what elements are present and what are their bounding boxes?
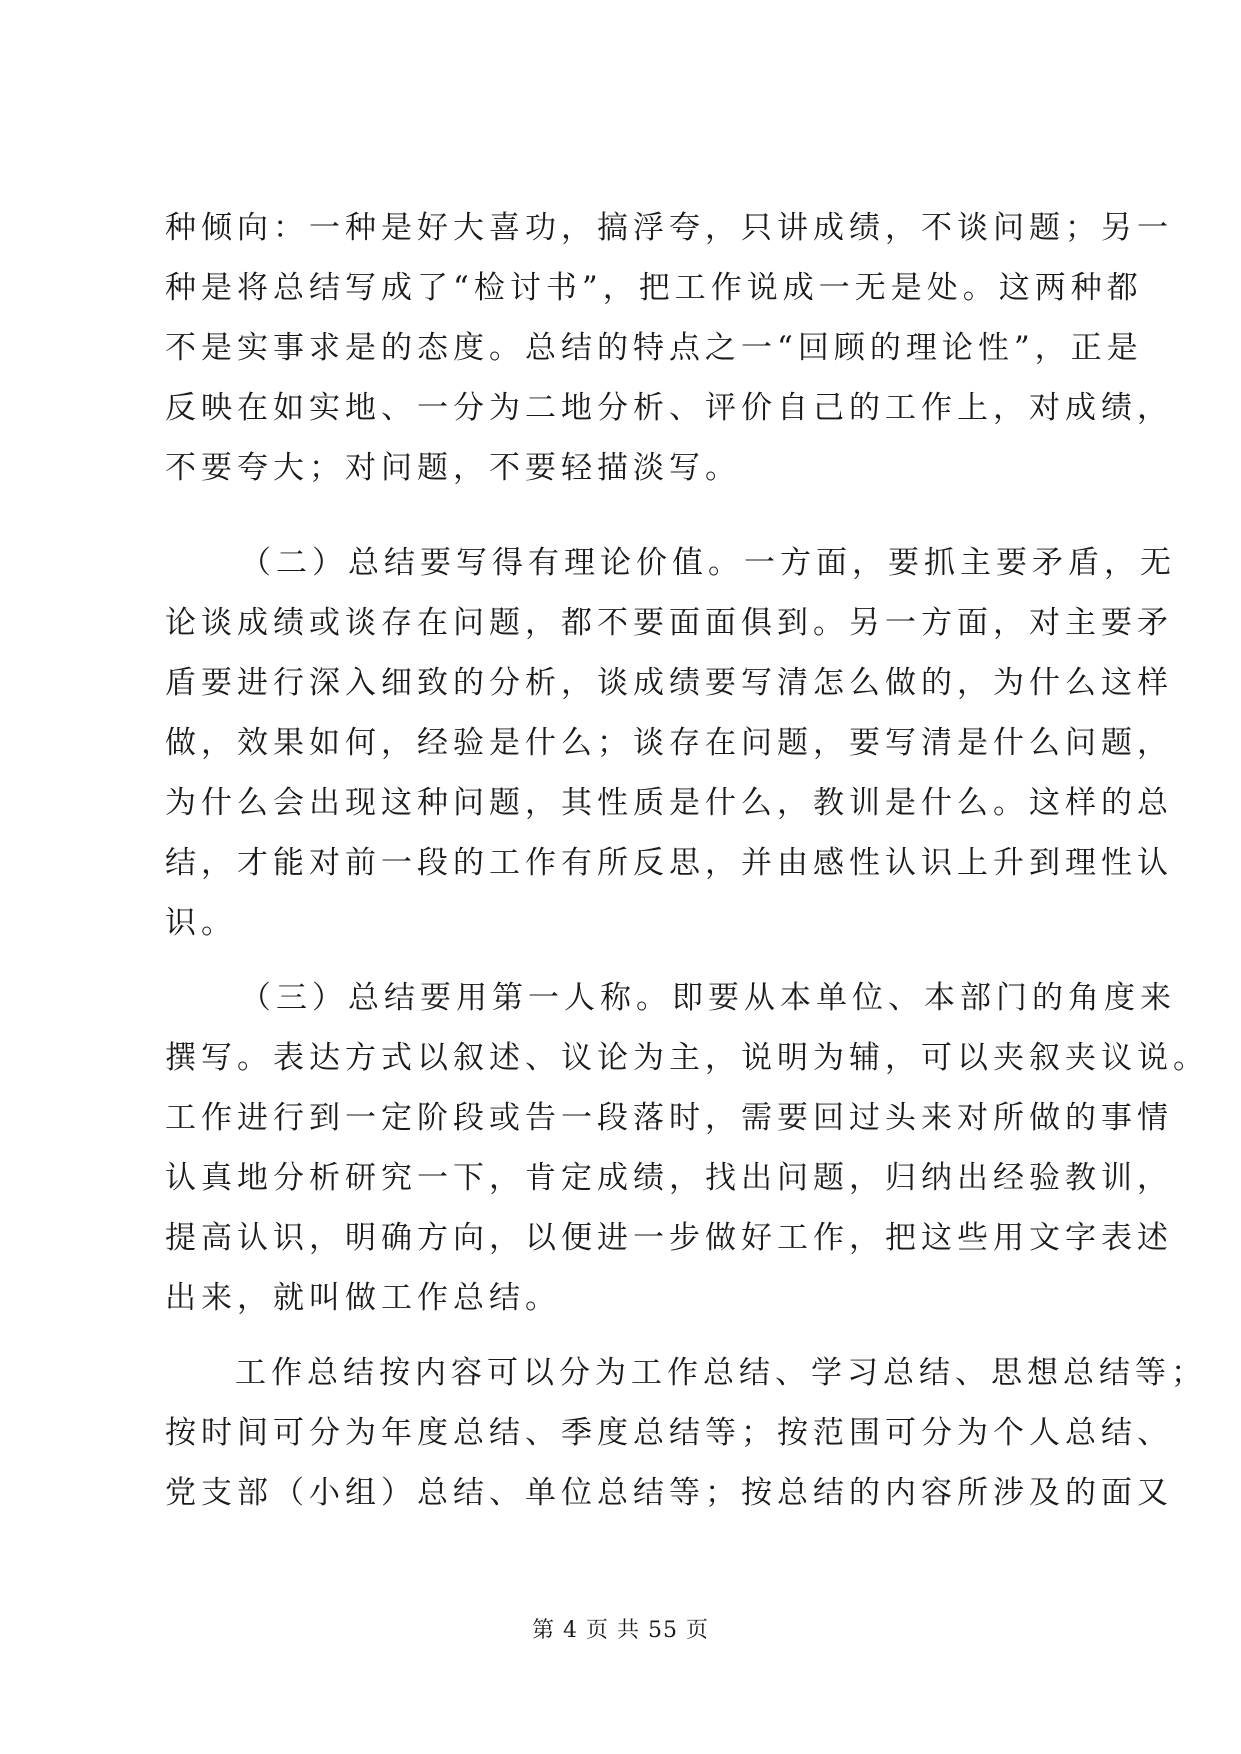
text-line-21: 党支部（小组）总结、单位总结等；按总结的内容所涉及的面又	[165, 1475, 1173, 1511]
text-line-10: 为什么会出现这种问题，其性质是什么，教训是什么。这样的总	[165, 785, 1173, 821]
text-line-18: 出来，就叫做工作总结。	[165, 1280, 561, 1316]
text-line-8: 盾要进行深入细致的分析，谈成绩要写清怎么做的，为什么这样	[165, 665, 1173, 701]
text-line-16: 认真地分析研究一下，肯定成绩，找出问题，归纳出经验教训，	[165, 1160, 1173, 1196]
text-line-3: 不是实事求是的态度。总结的特点之一“回顾的理论性”，正是	[165, 330, 1143, 366]
page-number-footer: 第 4 页 共 55 页	[532, 1618, 709, 1643]
text-line-12: 识。	[165, 905, 237, 941]
text-line-6: （二）总结要写得有理论价值。一方面，要抓主要矛盾，无	[240, 545, 1176, 581]
text-line-14: 撰写。表达方式以叙述、议论为主，说明为辅，可以夹叙夹议说。	[165, 1040, 1209, 1076]
text-line-7: 论谈成绩或谈存在问题，都不要面面俱到。另一方面，对主要矛	[165, 605, 1173, 641]
text-line-17: 提高认识，明确方向，以便进一步做好工作，把这些用文字表述	[165, 1220, 1173, 1256]
text-line-15: 工作进行到一定阶段或告一段落时，需要回过头来对所做的事情	[165, 1100, 1173, 1136]
text-line-9: 做，效果如何，经验是什么；谈存在问题，要写清是什么问题，	[165, 725, 1173, 761]
text-line-11: 结，才能对前一段的工作有所反思，并由感性认识上升到理性认	[165, 845, 1173, 881]
text-line-20: 按时间可分为年度总结、季度总结等；按范围可分为个人总结、	[165, 1415, 1173, 1451]
text-line-5: 不要夸大；对问题，不要轻描淡写。	[165, 450, 741, 486]
text-line-4: 反映在如实地、一分为二地分析、评价自己的工作上，对成绩，	[165, 390, 1173, 426]
text-line-1: 种倾向：一种是好大喜功，搞浮夸，只讲成绩，不谈问题；另一	[165, 210, 1173, 246]
text-line-13: （三）总结要用第一人称。即要从本单位、本部门的角度来	[240, 980, 1176, 1016]
text-line-2: 种是将总结写成了“检讨书”，把工作说成一无是处。这两种都	[165, 270, 1143, 306]
text-line-19: 工作总结按内容可以分为工作总结、学习总结、思想总结等；	[235, 1355, 1207, 1391]
